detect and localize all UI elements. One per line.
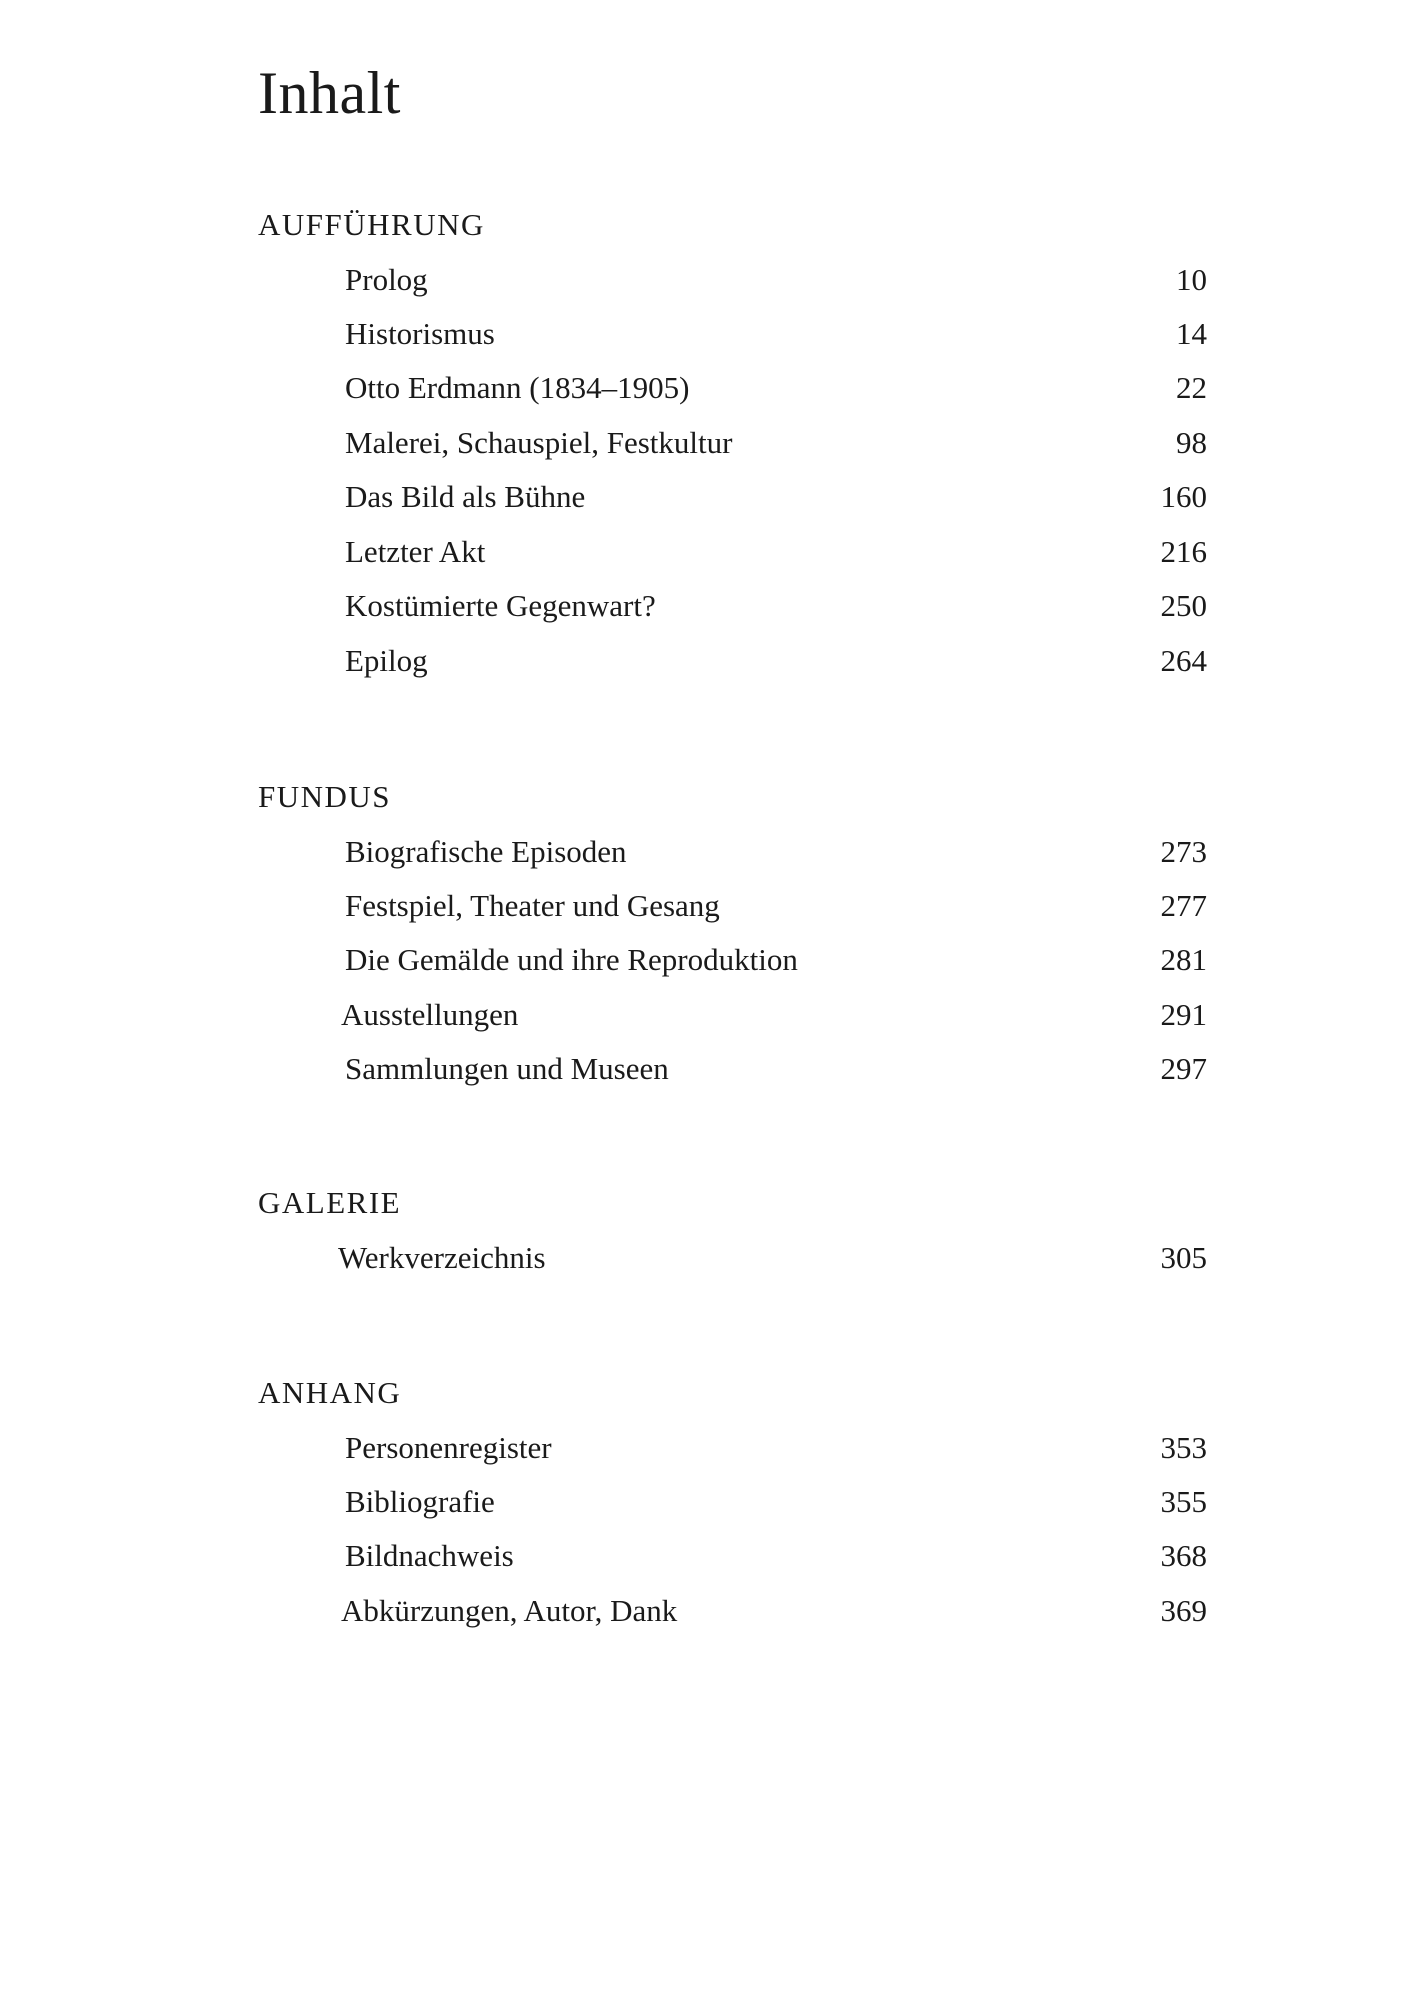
entry-page-number: 264 (1160, 643, 1207, 678)
entry-title: Sammlungen und Museen (345, 1051, 669, 1086)
entry-page-number: 216 (1160, 534, 1207, 569)
entry-page-number: 297 (1160, 1051, 1207, 1086)
entry-title: Malerei, Schauspiel, Festkultur (345, 425, 733, 460)
toc-entry[interactable] (0, 832, 1415, 882)
entry-title: Bildnachweis (345, 1538, 514, 1573)
section-heading: ANHANG (258, 1375, 402, 1410)
section-heading: FUNDUS (258, 779, 392, 814)
entry-title: Letzter Akt (345, 534, 486, 569)
entry-title: Otto Erdmann (1834–1905) (345, 370, 690, 405)
entry-page-number: 291 (1160, 997, 1207, 1032)
entry-page-number: 160 (1160, 479, 1207, 514)
section-heading: GALERIE (258, 1185, 402, 1220)
entry-title: Festspiel, Theater und Gesang (345, 888, 720, 923)
entry-title: Das Bild als Bühne (345, 479, 586, 514)
toc-entry[interactable] (0, 1536, 1415, 1586)
entry-title: Bibliografie (345, 1484, 495, 1519)
entry-title: Personenregister (345, 1430, 552, 1465)
page-title: Inhalt (258, 60, 401, 126)
toc-entry[interactable] (0, 995, 1415, 1045)
entry-page-number: 305 (1160, 1240, 1207, 1275)
toc-entry[interactable] (0, 1428, 1415, 1478)
entry-page-number: 353 (1160, 1430, 1207, 1465)
entry-page-number: 277 (1160, 888, 1207, 923)
entry-title: Prolog (345, 262, 428, 297)
entry-page-number: 368 (1160, 1538, 1207, 1573)
entry-title: Werkverzeichnis (338, 1240, 546, 1275)
entry-title: Die Gemälde und ihre Reproduktion (345, 942, 798, 977)
entry-page-number: 22 (1176, 370, 1207, 405)
entry-page-number: 273 (1160, 834, 1207, 869)
section-heading: AUFFÜHRUNG (258, 207, 485, 242)
entry-title: Abkürzungen, Autor, Dank (341, 1593, 678, 1628)
toc-entry[interactable] (0, 1591, 1415, 1641)
entry-page-number: 355 (1160, 1484, 1207, 1519)
entry-title: Biografische Episoden (345, 834, 627, 869)
entry-page-number: 369 (1160, 1593, 1207, 1628)
toc-entry[interactable] (0, 940, 1415, 990)
entry-title: Ausstellungen (341, 997, 519, 1032)
toc-entry[interactable] (0, 1238, 1415, 1288)
entry-page-number: 14 (1176, 316, 1207, 351)
toc-entry[interactable] (0, 641, 1415, 691)
entry-title: Epilog (345, 643, 428, 678)
entry-page-number: 98 (1176, 425, 1207, 460)
entry-title: Kostümierte Gegenwart? (345, 588, 656, 623)
toc-entry[interactable] (0, 260, 1415, 310)
entry-page-number: 281 (1160, 942, 1207, 977)
toc-entry[interactable] (0, 314, 1415, 364)
toc-entry[interactable] (0, 368, 1415, 418)
toc-entry[interactable] (0, 423, 1415, 473)
toc-entry[interactable] (0, 477, 1415, 527)
toc-entry[interactable] (0, 1049, 1415, 1099)
entry-title: Historismus (345, 316, 495, 351)
toc-entry[interactable] (0, 886, 1415, 936)
entry-page-number: 10 (1176, 262, 1207, 297)
toc-entry[interactable] (0, 586, 1415, 636)
entry-page-number: 250 (1160, 588, 1207, 623)
toc-entry[interactable] (0, 1482, 1415, 1532)
toc-entry[interactable] (0, 532, 1415, 582)
